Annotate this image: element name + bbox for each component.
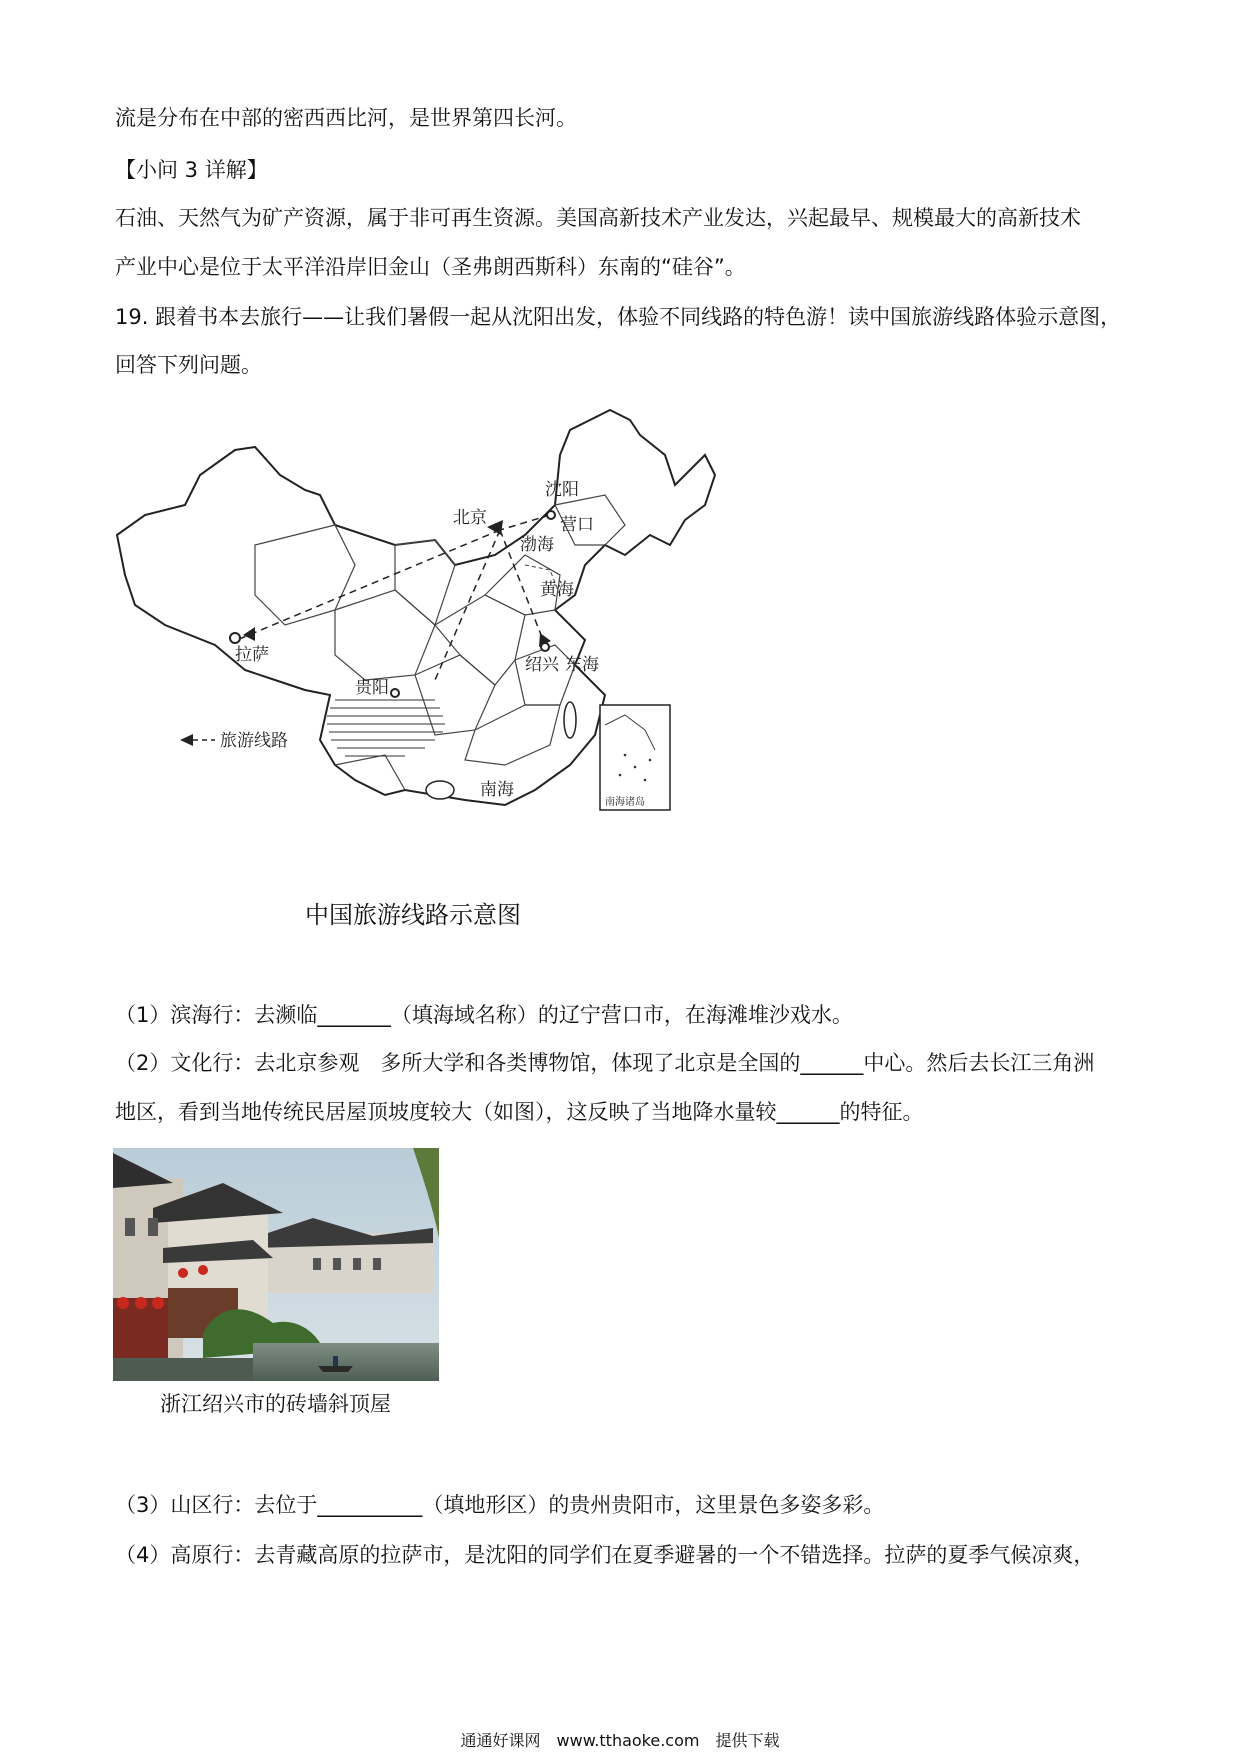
map-legend bbox=[180, 731, 288, 751]
label-lasa: 拉萨 bbox=[235, 645, 269, 665]
label-guiyang: 贵阳 bbox=[355, 678, 389, 698]
text-line: 回答下列问题。 bbox=[115, 353, 262, 377]
question-title: 19. 跟着书本去旅行——让我们暑假一起从沈阳出发，体验不同线路的特色游！读中国旅游线路体验示意图， bbox=[115, 305, 1122, 329]
taiwan-island bbox=[564, 702, 576, 738]
map-caption: 中国旅游线路示意图 bbox=[305, 901, 521, 929]
label-beijing: 北京 bbox=[453, 508, 487, 528]
legend-label: 旅游线路 bbox=[220, 731, 288, 751]
shaoxing-house-photo bbox=[113, 1148, 439, 1381]
label-shenyang: 沈阳 bbox=[545, 480, 579, 500]
section-heading: 【小问 3 详解】 bbox=[115, 158, 268, 182]
photo-caption: 浙江绍兴市的砖墙斜顶屋 bbox=[160, 1392, 391, 1416]
south-china-sea-inset bbox=[600, 705, 670, 810]
question-item: （2）文化行：去北京参观 多所大学和各类博物馆，体现了北京是全国的______中心。然后去长江三角洲 bbox=[115, 1051, 1095, 1075]
label-bohai: 渤海 bbox=[520, 535, 554, 555]
question-item: （3）山区行：去位于__________（填地形区）的贵州贵阳市，这里景色多姿多彩。 bbox=[115, 1493, 885, 1517]
label-huanghai: 黄海 bbox=[540, 580, 574, 600]
china-route-map bbox=[105, 395, 755, 935]
footer-watermark: 通通好课网 www.tthaoke.com 提供下载 bbox=[460, 1731, 780, 1750]
text-line: 地区，看到当地传统民居屋顶坡度较大（如图），这反映了当地降水量较______的特征。 bbox=[115, 1100, 924, 1124]
text-line: 流是分布在中部的密西西比河，是世界第四长河。 bbox=[115, 106, 577, 130]
label-nanhai: 南海 bbox=[480, 780, 514, 800]
text-line: 产业中心是位于太平洋沿岸旧金山（圣弗朗西斯科）东南的“硅谷”。 bbox=[115, 255, 746, 279]
text-line: 石油、天然气为矿产资源，属于非可再生资源。美国高新技术产业发达，兴起最早、规模最大的高新技术 bbox=[115, 206, 1081, 230]
label-shaoxing: 绍兴 bbox=[525, 655, 559, 675]
label-yingkou: 营口 bbox=[560, 515, 594, 535]
question-item: （4）高原行：去青藏高原的拉萨市，是沈阳的同学们在夏季避暑的一个不错选择。拉萨的夏季气候凉爽， bbox=[115, 1543, 1095, 1567]
hainan-island bbox=[426, 781, 454, 799]
inset-label: 南海诸岛 bbox=[605, 797, 645, 808]
china-map-svg bbox=[105, 395, 755, 905]
label-donghai: 东海 bbox=[565, 655, 599, 675]
question-item: （1）滨海行：去濒临_______（填海域名称）的辽宁营口市，在海滩堆沙戏水。 bbox=[115, 1003, 853, 1027]
